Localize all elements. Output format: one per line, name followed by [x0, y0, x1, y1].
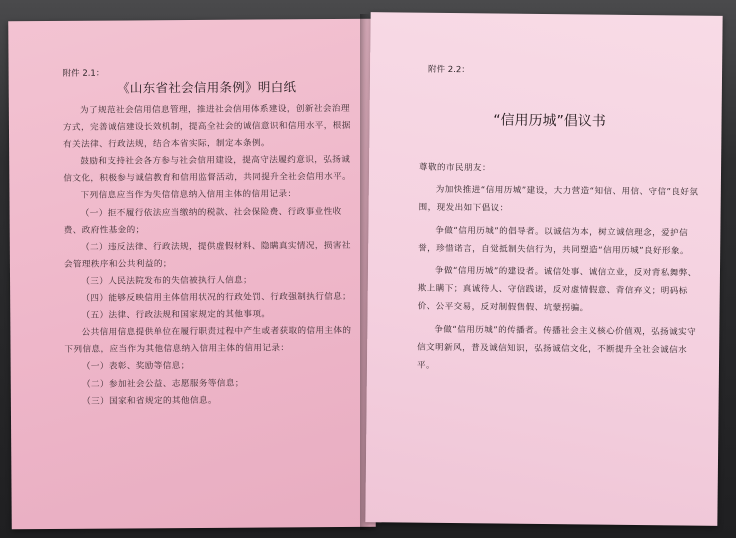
right-paragraph: 争做“信用历城”的建设者。诚信处事、诚信立业，反对背私舞弊、欺上瞒下；真诚待人、守信践诺，反对虚情假意、背信弃义；明码标价、公平交易，反对制假售假、坑蒙拐骗。 — [417, 265, 697, 314]
left-sheet — [8, 19, 376, 530]
left-paragraph: （二）参加社会公益、志愿服务等信息； — [81, 378, 244, 390]
left-paragraph: 公共信用信息提供单位在履行职责过程中产生或者获取的信用主体的下列信息，应当作为其他信息纳入信用主体的信用记录： — [64, 326, 352, 356]
right-paragraph: 争做“信用历城”的传播者。传播社会主义核心价值观，弘扬诚实守信文明新风，普及诚信知识，弘扬诚信文化，不断提升全社会诚信水平。 — [416, 324, 697, 371]
right-sheet — [365, 12, 722, 526]
right-title: “信用历城”倡议书 — [493, 112, 606, 130]
left-paragraph: （五）法律、行政法规和国家规定的其他事项。 — [81, 309, 271, 321]
left-title: 《山东省社会信用条例》明白纸 — [117, 79, 297, 96]
right-greeting: 尊敬的市民朋友： — [419, 162, 492, 174]
left-paragraph: 鼓励和支持社会各方参与社会信用建设，提高守法履约意识，弘扬诚信文化，积极参与诚信教育和信用监督活动，共同提升全社会信用水平。 — [63, 155, 352, 185]
left-paragraph: 下列信息应当作为失信信息纳入信用主体的信用记录： — [80, 189, 297, 202]
left-paragraph: （四）能够反映信用主体信用状况的行政处罚、行政强制执行信息； — [81, 291, 352, 304]
left-paragraph: （一）拒不履行依法应当缴纳的税款、社会保险费、行政事业性收费、政府性基金的； — [63, 206, 342, 236]
left-paragraph: （三）人民法院发布的失信被执行人信息； — [81, 275, 253, 287]
right-body — [417, 159, 705, 378]
left-paragraph: （三）国家和省规定的其他信息。 — [82, 395, 218, 407]
left-body — [63, 101, 355, 411]
right-paragraph: 争做“信用历城”的倡导者。以诚信为本，树立诚信理念，爱护信誉，珍惜诺言，自觉抵制失信行为，共同塑造“信用历城”良好形象。 — [418, 225, 690, 257]
left-paragraph: （二）违反法律、行政法规，提供虚假材料、隐瞒真实情况，损害社会管理秩序和公共利益的； — [63, 240, 351, 270]
left-paragraph: （一）表彰、奖励等信息； — [81, 361, 190, 373]
left-paragraph: 为了规范社会信用信息管理，推进社会信用体系建设，创新社会治理方式，完善诚信建设长效机制，提高全社会的诚信意识和信用水平，根据有关法律、行政法规，结合本省实际，制定本条例。 — [62, 103, 351, 151]
right-attachment-label: 附件 2.2： — [428, 64, 470, 76]
right-paragraph: 为加快推进“信用历城”建设，大力营造“知信、用信、守信”良好氛围，现发出如下倡议： — [418, 185, 699, 215]
left-attachment-label: 附件 2.1： — [62, 68, 105, 79]
